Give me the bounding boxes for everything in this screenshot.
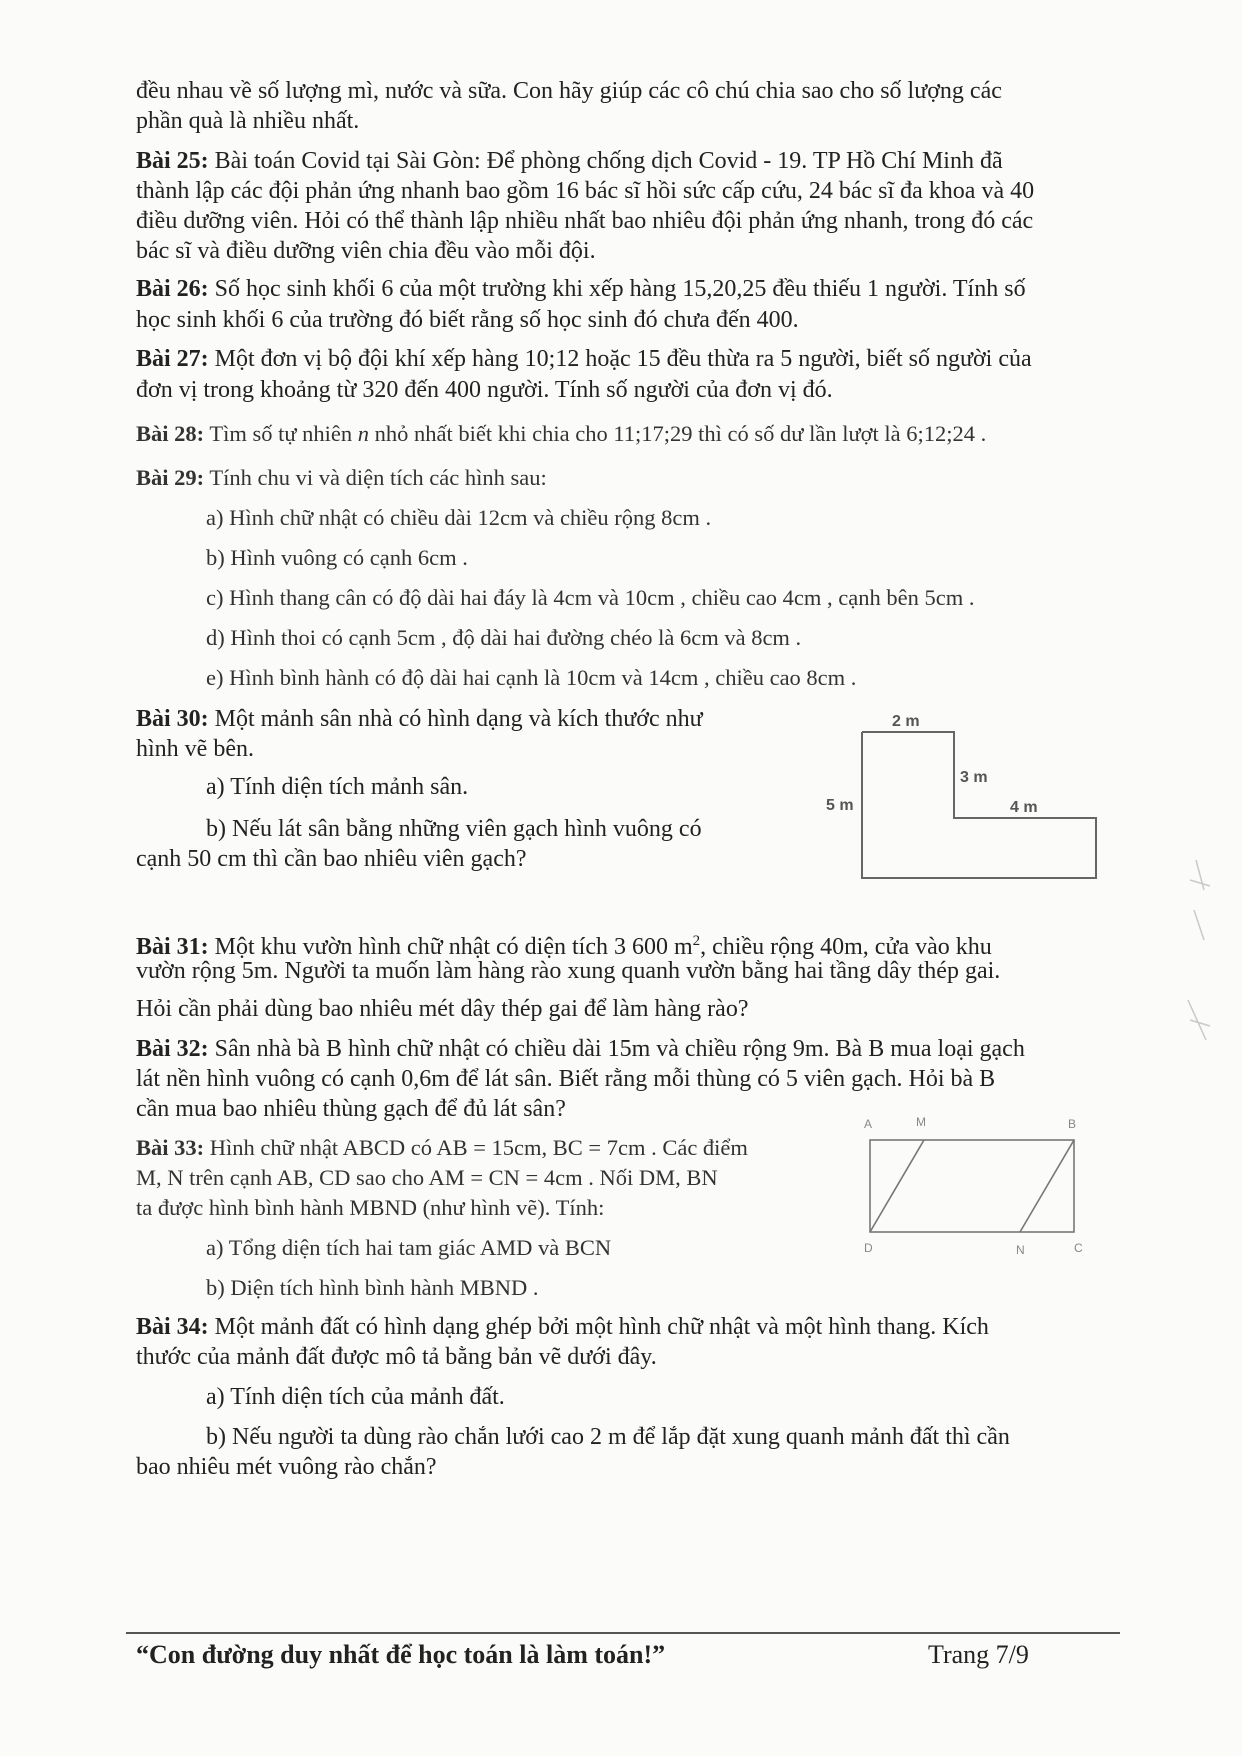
exercise-31-text-b: , chiều rộng 40m, cửa vào khu <box>700 934 992 960</box>
exercise-26-text: Số học sinh khối 6 của một trường khi xếp hàng 15,20,25 đều thiếu 1 người. Tính số <box>208 276 1026 302</box>
exercise-29-label: Bài 29: <box>136 465 205 490</box>
exercise-32-line-3: cần mua bao nhiêu thùng gạch để đủ lát sân? <box>136 1096 566 1122</box>
exercise-33-text: Hình chữ nhật ABCD có AB = 15cm, BC = 7cm . Các điểm <box>204 1135 748 1160</box>
exercise-34-line-2: thước của mảnh đất được mô tả bằng bản vẽ dưới đây. <box>136 1344 657 1370</box>
exercise-25-label: Bài 25: <box>136 148 209 174</box>
fig30-label-left: 5 m <box>826 797 854 814</box>
exercise-32-line-2: lát nền hình vuông có cạnh 0,6m để lát sân. Biết rằng mỗi thùng có 5 viên gạch. Hỏi bà B <box>136 1066 996 1092</box>
exercise-34-a: a) Tính diện tích của mảnh đất. <box>206 1384 505 1410</box>
exercise-25-text: Bài toán Covid tại Sài Gòn: Để phòng chống dịch Covid - 19. TP Hồ Chí Minh đã <box>208 148 1003 174</box>
exercise-28 <box>136 418 1146 449</box>
exercise-30-figure <box>820 710 1110 890</box>
footer-divider <box>126 1632 1120 1634</box>
exercise-27-text: Một đơn vị bộ đội khí xếp hàng 10;12 hoặc 15 đều thừa ra 5 người, biết số người của <box>208 346 1032 372</box>
exercise-31-line-3: Hỏi cần phải dùng bao nhiêu mét dây thép gai để làm hàng rào? <box>136 996 749 1022</box>
exercise-25-line-3: điều dưỡng viên. Hỏi có thể thành lập nhiều nhất bao nhiêu đội phản ứng nhanh, trong đó các <box>136 208 1034 234</box>
exercise-32-line-1 <box>136 1034 1146 1065</box>
fig33-label-M: M <box>916 1115 926 1129</box>
intro-line-1: đều nhau về số lượng mì, nước và sữa. Con hãy giúp các cô chú chia sao cho số lượng các <box>136 78 1002 104</box>
exercise-26-line-2: học sinh khối 6 của trường đó biết rằng số học sinh đó chưa đến 400. <box>136 307 799 333</box>
footer-quote: “Con đường duy nhất để học toán là làm toán!” <box>136 1640 666 1669</box>
fig30-label-top: 2 m <box>892 713 920 730</box>
exercise-32-label: Bài 32: <box>136 1036 209 1062</box>
exercise-30-a: a) Tính diện tích mảnh sân. <box>206 774 469 800</box>
fig30-label-step-width: 4 m <box>1010 799 1038 816</box>
fig33-label-B: B <box>1068 1117 1077 1131</box>
exercise-29-e: e) Hình bình hành có độ dài hai cạnh là 10cm và 14cm , chiều cao 8cm . <box>206 665 857 690</box>
exercise-34-b-line-1: b) Nếu người ta dùng rào chắn lưới cao 2 m để lắp đặt xung quanh mảnh đất thì cần <box>206 1424 1010 1450</box>
exercise-33-figure <box>850 1114 1090 1264</box>
exercise-30-label: Bài 30: <box>136 706 209 732</box>
exercise-28-variable: n <box>357 421 370 446</box>
exercise-27-line-2: đơn vị trong khoảng từ 320 đến 400 người. Tính số người của đơn vị đó. <box>136 377 833 403</box>
scan-margin-marks <box>1160 850 1220 1050</box>
exercise-30-b-line-2: cạnh 50 cm thì cần bao nhiêu viên gạch? <box>136 846 527 872</box>
exercise-29-a: a) Hình chữ nhật có chiều dài 12cm và chiều rộng 8cm . <box>206 505 712 530</box>
exercise-29-b: b) Hình vuông có cạnh 6cm . <box>206 545 468 570</box>
exercise-30-b-line-1: b) Nếu lát sân bằng những viên gạch hình vuông có <box>206 816 702 842</box>
exercise-29-c: c) Hình thang cân có độ dài hai đáy là 4cm và 10cm , chiều cao 4cm , cạnh bên 5cm . <box>206 585 975 610</box>
exercise-33-line-2: M, N trên cạnh AB, CD sao cho AM = CN = 4cm . Nối DM, BN <box>136 1165 718 1190</box>
exercise-34-line-1 <box>136 1312 1146 1343</box>
fig33-label-C: C <box>1074 1241 1083 1255</box>
exercise-29-line-1 <box>136 462 1146 493</box>
exercise-25-line-4: bác sĩ và điều dưỡng viên chia đều vào mỗi đội. <box>136 238 596 264</box>
fig30-label-step-height: 3 m <box>960 769 988 786</box>
exercise-30-text: Một mảnh sân nhà có hình dạng và kích thước như <box>208 706 703 732</box>
exercise-30-line-2: hình vẽ bên. <box>136 736 254 762</box>
exercise-34-label: Bài 34: <box>136 1314 209 1340</box>
exercise-27-line-1 <box>136 344 1146 375</box>
exercise-33-line-3: ta được hình bình hành MBND (như hình vẽ). Tính: <box>136 1195 605 1220</box>
exercise-33-label: Bài 33: <box>136 1135 205 1160</box>
exercise-29-d: d) Hình thoi có cạnh 5cm , độ dài hai đường chéo là 6cm và 8cm . <box>206 625 802 650</box>
exercise-31-line-2: vườn rộng 5m. Người ta muốn làm hàng rào xung quanh vườn bằng hai tầng dây thép gai. <box>136 958 1001 984</box>
exercise-33-line-1 <box>136 1132 776 1163</box>
fig33-label-A: A <box>864 1117 873 1131</box>
exercise-25-line-1 <box>136 146 1146 177</box>
page-number: Trang 7/9 <box>928 1640 1029 1669</box>
exercise-28-pre: Tìm số tự nhiên <box>204 421 358 446</box>
exercise-33-a: a) Tổng diện tích hai tam giác AMD và BCN <box>206 1235 612 1260</box>
exercise-31-label: Bài 31: <box>136 934 209 960</box>
fig33-label-D: D <box>864 1241 873 1255</box>
exercise-26-label: Bài 26: <box>136 276 209 302</box>
exercise-29-text: Tính chu vi và diện tích các hình sau: <box>204 465 547 490</box>
exercise-28-post: nhỏ nhất biết khi chia cho 11;17;29 thì có số dư lần lượt là 6;12;24 . <box>369 421 987 446</box>
exercise-30-line-1 <box>136 704 756 735</box>
intro-line-2: phần quà là nhiều nhất. <box>136 108 360 134</box>
exercise-31-superscript: 2 <box>692 933 701 949</box>
exercise-26-line-1 <box>136 274 1146 305</box>
exercise-25-line-2: thành lập các đội phản ứng nhanh bao gồm 16 bác sĩ hồi sức cấp cứu, 24 bác sĩ đa khoa và 40 <box>136 178 1035 204</box>
exercise-31-text-a: Một khu vườn hình chữ nhật có diện tích 3 600 m <box>208 934 693 960</box>
exercise-33-b: b) Diện tích hình bình hành MBND . <box>206 1275 539 1300</box>
exercise-34-b-line-2: bao nhiêu mét vuông rào chắn? <box>136 1454 437 1480</box>
exercise-28-label: Bài 28: <box>136 421 205 446</box>
exercise-34-text: Một mảnh đất có hình dạng ghép bởi một hình chữ nhật và một hình thang. Kích <box>208 1314 989 1340</box>
fig33-label-N: N <box>1016 1243 1025 1257</box>
exercise-27-label: Bài 27: <box>136 346 209 372</box>
exercise-32-text: Sân nhà bà B hình chữ nhật có chiều dài 15m và chiều rộng 9m. Bà B mua loại gạch <box>208 1036 1025 1062</box>
